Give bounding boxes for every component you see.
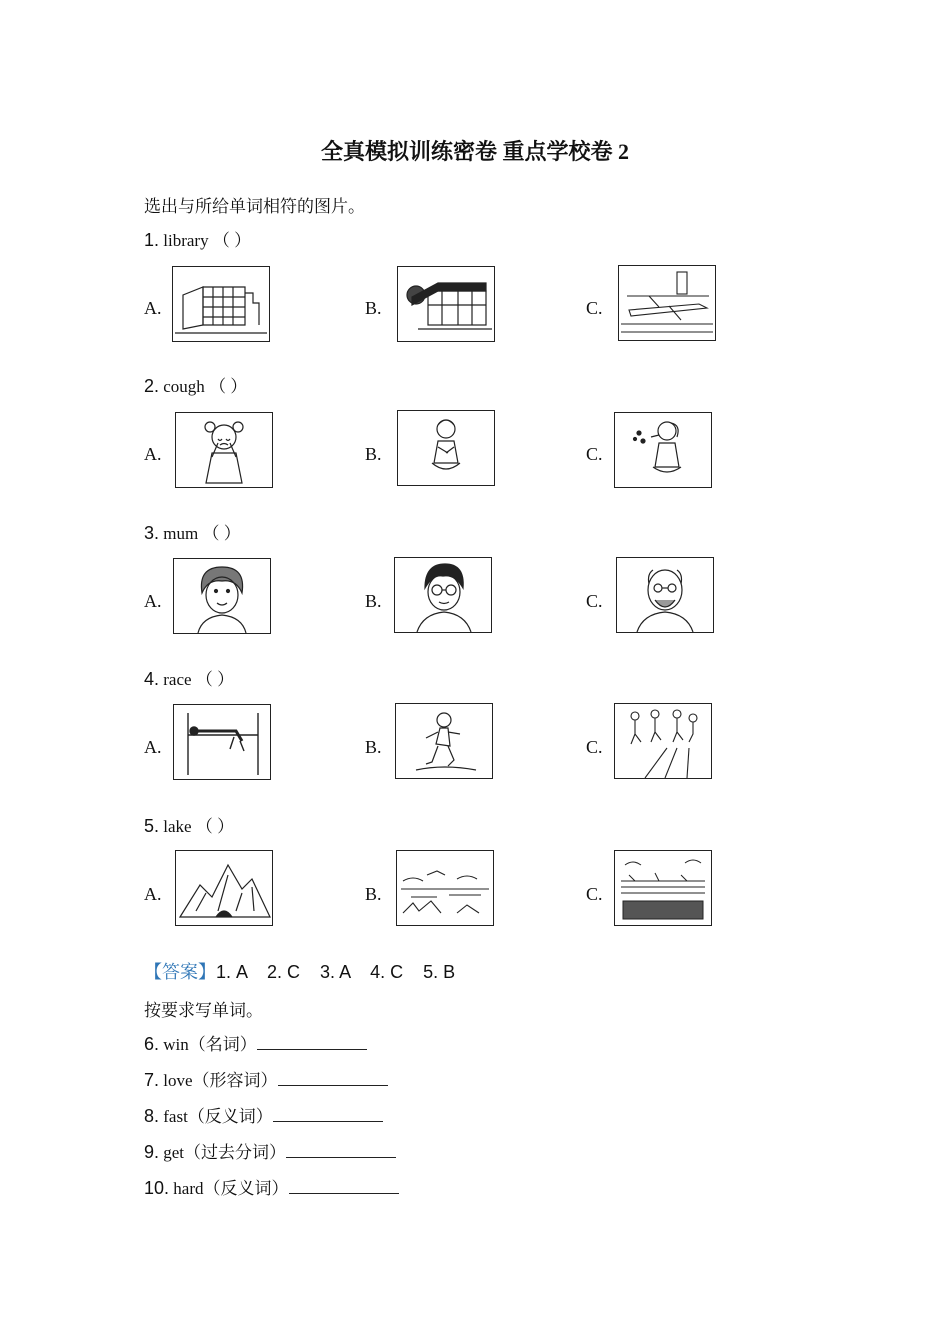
item-number: 7. xyxy=(144,1070,160,1090)
item-number: 9. xyxy=(144,1142,160,1162)
question-1 xyxy=(144,226,251,251)
question-word: mum xyxy=(163,524,199,543)
question-word: cough xyxy=(163,377,205,396)
fill-item-10 xyxy=(144,1174,399,1199)
page-title: 全真模拟训练密卷 重点学校卷 2 xyxy=(320,139,629,164)
answer-paren[interactable]: （ ） xyxy=(195,817,235,836)
section-instruction: 选出与所给单词相符的图片。 xyxy=(144,197,365,216)
answer-label: 【答案】 xyxy=(144,962,216,982)
option-label: A. xyxy=(144,444,162,464)
option-label: A. xyxy=(144,737,162,757)
item-number: 8. xyxy=(144,1106,160,1126)
answer-paren[interactable]: （ ） xyxy=(209,377,248,396)
item-word: love xyxy=(163,1071,193,1090)
question-2 xyxy=(144,372,247,397)
girl-holding-stomach-icon[interactable] xyxy=(397,410,495,486)
office-building-icon[interactable] xyxy=(172,266,270,342)
long-jump-icon[interactable] xyxy=(395,703,493,779)
option-label: C. xyxy=(586,444,603,464)
item-hint: （反义词） xyxy=(203,1179,289,1198)
fill-item-6 xyxy=(144,1030,367,1055)
option-label: A. xyxy=(144,298,162,318)
question-number: 3. xyxy=(144,523,160,543)
answer-line xyxy=(144,958,455,984)
section-instruction: 按要求写单词。 xyxy=(144,1001,263,1020)
answer-blank[interactable] xyxy=(257,1035,367,1050)
option-label: B. xyxy=(365,444,382,464)
running-race-icon[interactable] xyxy=(614,703,712,779)
crying-girl-icon[interactable] xyxy=(175,412,273,488)
option-label: B. xyxy=(365,737,382,757)
question-number: 2. xyxy=(144,376,160,396)
option-label: A. xyxy=(144,884,162,904)
girl-coughing-icon[interactable] xyxy=(614,412,712,488)
answer-blank[interactable] xyxy=(286,1143,396,1158)
question-5 xyxy=(144,812,234,837)
item-hint: （过去分词） xyxy=(184,1143,287,1162)
fill-item-8 xyxy=(144,1102,383,1127)
answer-paren[interactable]: （ ） xyxy=(212,231,252,250)
high-jump-icon[interactable] xyxy=(173,704,271,780)
answer-paren[interactable]: （ ） xyxy=(202,524,241,543)
answer-blank[interactable] xyxy=(278,1071,388,1086)
question-word: race xyxy=(163,670,192,689)
question-number: 5. xyxy=(144,816,160,836)
airport-icon[interactable] xyxy=(618,265,716,341)
option-label: B. xyxy=(365,884,382,904)
question-number: 4. xyxy=(144,669,160,689)
store-building-icon[interactable] xyxy=(397,266,495,342)
item-number: 10. xyxy=(144,1178,170,1198)
item-word: fast xyxy=(163,1107,188,1126)
river-scene-icon[interactable] xyxy=(614,850,712,926)
lake-landscape-icon[interactable] xyxy=(396,850,494,926)
fill-item-9 xyxy=(144,1138,396,1163)
option-label: A. xyxy=(144,591,162,611)
mountains-icon[interactable] xyxy=(175,850,273,926)
option-label: C. xyxy=(586,298,603,318)
answer-paren[interactable]: （ ） xyxy=(195,670,235,689)
answer-key: 1. A 2. C 3. A 4. C 5. B xyxy=(216,962,456,982)
item-number: 6. xyxy=(144,1034,160,1054)
answer-blank[interactable] xyxy=(289,1179,399,1194)
option-label: C. xyxy=(586,591,603,611)
item-word: get xyxy=(163,1143,185,1162)
option-label: B. xyxy=(365,298,382,318)
woman-portrait-icon[interactable] xyxy=(173,558,271,634)
boy-with-glasses-icon[interactable] xyxy=(394,557,492,633)
answer-blank[interactable] xyxy=(273,1107,383,1122)
item-word: win xyxy=(163,1035,189,1054)
question-3 xyxy=(144,519,241,544)
option-label: C. xyxy=(586,737,603,757)
question-number: 1. xyxy=(144,230,160,250)
item-hint: （名词） xyxy=(188,1035,257,1054)
item-hint: （反义词） xyxy=(187,1107,273,1126)
item-hint: （形容词） xyxy=(192,1071,278,1090)
option-label: C. xyxy=(586,884,603,904)
fill-item-7 xyxy=(144,1066,388,1091)
old-man-portrait-icon[interactable] xyxy=(616,557,714,633)
question-4 xyxy=(144,665,234,690)
question-word: lake xyxy=(163,817,192,836)
question-word: library xyxy=(163,231,209,250)
item-word: hard xyxy=(173,1179,204,1198)
option-label: B. xyxy=(365,591,382,611)
